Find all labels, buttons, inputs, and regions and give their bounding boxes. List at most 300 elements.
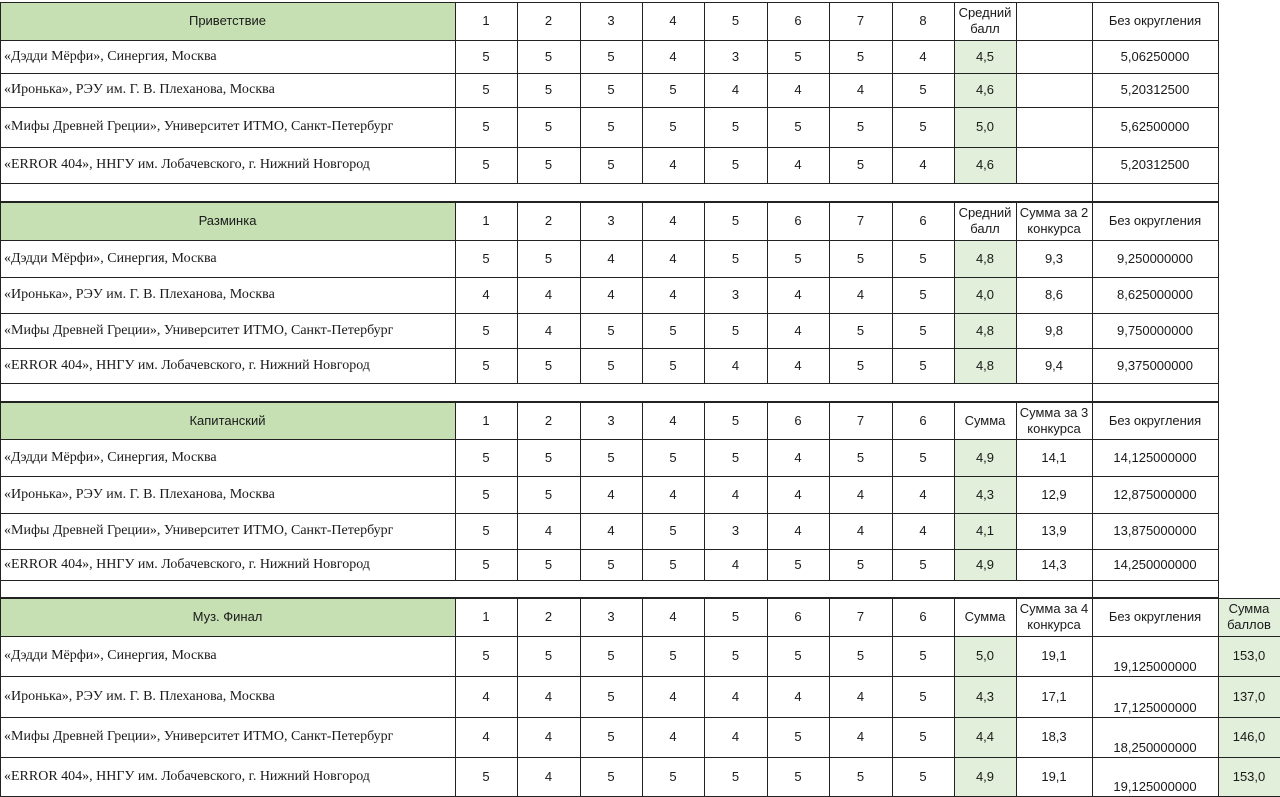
- judge-number-header[interactable]: 4: [669, 609, 677, 624]
- judge-score-cell[interactable]: 5: [607, 119, 615, 134]
- judge-score-cell[interactable]: 5: [544, 486, 553, 502]
- judge-score-cell[interactable]: 3: [731, 523, 740, 538]
- judge-score-cell[interactable]: 4: [482, 729, 490, 744]
- team-name-cell[interactable]: «Иронька», РЭУ им. Г. В. Плеханова, Москва: [4, 82, 275, 97]
- cumulative-sum-cell[interactable]: 8,6: [1044, 287, 1064, 302]
- judge-score-cell[interactable]: 5: [856, 449, 865, 465]
- judge-score-cell[interactable]: 5: [544, 48, 553, 64]
- judge-score-cell[interactable]: 5: [544, 449, 553, 465]
- judge-number-header[interactable]: 7: [856, 609, 865, 624]
- grid-line: [642, 202, 643, 383]
- total-score-header[interactable]: [1218, 2, 1280, 40]
- cumulative-sum-cell[interactable]: 9,8: [1044, 322, 1064, 338]
- raw-value-cell[interactable]: 8,625000000: [1117, 287, 1193, 302]
- judge-score-cell[interactable]: 5: [794, 119, 802, 134]
- judge-score-cell[interactable]: 5: [544, 157, 553, 172]
- judge-score-cell[interactable]: 5: [856, 157, 865, 172]
- raw-value-cell[interactable]: 9,375000000: [1117, 357, 1193, 373]
- average-cell[interactable]: 4,0: [954, 277, 1016, 313]
- raw-value-cell[interactable]: 5,20312500: [1120, 82, 1190, 97]
- judge-score-cell[interactable]: 4: [794, 523, 802, 538]
- raw-value-cell[interactable]: 9,250000000: [1117, 250, 1193, 266]
- team-name-cell[interactable]: «Мифы Древней Греции», Университет ИТМО, Санкт-Петербург: [4, 729, 394, 744]
- judge-score-cell[interactable]: 5: [856, 119, 865, 134]
- judge-score-cell[interactable]: 4: [607, 523, 615, 538]
- grid-line: [829, 402, 830, 580]
- total-score-header[interactable]: Сумма баллов: [1218, 598, 1280, 636]
- average-cell[interactable]: 4,5: [954, 40, 1016, 73]
- judge-number-header[interactable]: 4: [669, 13, 677, 28]
- section-title[interactable]: Приветствие: [0, 2, 455, 40]
- raw-value-header[interactable]: Без округления: [1108, 213, 1202, 228]
- average-cell[interactable]: 4,4: [954, 717, 1016, 757]
- cumulative-sum-cell[interactable]: 17,1: [1041, 688, 1067, 704]
- judge-score-cell[interactable]: 5: [482, 119, 490, 134]
- judge-score-cell[interactable]: 5: [669, 768, 677, 784]
- judge-score-cell[interactable]: 5: [919, 287, 927, 302]
- judge-score-cell[interactable]: 5: [919, 119, 927, 134]
- judge-score-cell[interactable]: 5: [482, 250, 490, 266]
- judge-score-cell[interactable]: 5: [856, 322, 865, 338]
- grid-line: [767, 402, 768, 580]
- grid-line: [0, 73, 1218, 74]
- judge-score-cell[interactable]: 4: [544, 768, 553, 784]
- judge-score-cell[interactable]: 4: [794, 486, 802, 502]
- judge-number-header[interactable]: 6: [919, 609, 927, 624]
- judge-score-cell[interactable]: 5: [544, 648, 553, 663]
- raw-value-cell[interactable]: 19,125000000: [1113, 659, 1197, 674]
- judge-score-cell[interactable]: 4: [544, 688, 553, 704]
- section-title[interactable]: Разминка: [0, 202, 455, 240]
- judge-score-cell[interactable]: 3: [731, 287, 740, 302]
- judge-number-header[interactable]: 5: [731, 412, 740, 428]
- judge-score-cell[interactable]: 5: [607, 688, 615, 704]
- judge-number-header[interactable]: 1: [482, 609, 490, 624]
- average-cell[interactable]: 4,6: [954, 73, 1016, 107]
- average-cell[interactable]: 4,6: [954, 147, 1016, 183]
- total-score-cell[interactable]: [1218, 348, 1280, 383]
- raw-value-cell[interactable]: 9,750000000: [1117, 322, 1193, 338]
- total-score-header[interactable]: [1218, 202, 1280, 240]
- grid-line: [0, 2, 1, 183]
- grid-line: [0, 313, 1218, 314]
- judge-score-cell[interactable]: 5: [482, 48, 490, 64]
- judge-score-cell[interactable]: 5: [731, 157, 740, 172]
- judge-score-cell[interactable]: 5: [607, 157, 615, 172]
- judge-score-cell[interactable]: 4: [794, 449, 802, 465]
- judge-score-cell[interactable]: 4: [794, 322, 802, 338]
- grid-line: [892, 202, 893, 383]
- team-name-cell[interactable]: «Иронька», РЭУ им. Г. В. Плеханова, Москва: [4, 688, 275, 704]
- grid-line: [455, 202, 456, 383]
- raw-value-cell[interactable]: 17,125000000: [1113, 700, 1197, 715]
- judge-score-cell[interactable]: 5: [482, 157, 490, 172]
- judge-score-cell[interactable]: 4: [856, 688, 865, 704]
- judge-number-header[interactable]: 8: [919, 13, 927, 28]
- judge-score-cell[interactable]: 5: [607, 648, 615, 663]
- judge-score-cell[interactable]: 4: [669, 688, 677, 704]
- judge-score-cell[interactable]: 4: [544, 287, 553, 302]
- total-score-cell[interactable]: 137,0: [1218, 676, 1280, 717]
- total-score-cell[interactable]: [1218, 73, 1280, 107]
- grid-line: [517, 598, 518, 796]
- judge-score-cell[interactable]: 5: [919, 768, 927, 784]
- judge-score-cell[interactable]: 5: [544, 250, 553, 266]
- total-score-cell[interactable]: [1218, 107, 1280, 147]
- judge-number-header[interactable]: 1: [482, 213, 490, 228]
- judge-score-cell[interactable]: 5: [607, 449, 615, 465]
- grid-line: [0, 597, 1218, 598]
- judge-score-cell[interactable]: 5: [669, 648, 677, 663]
- judge-number-header[interactable]: 1: [482, 13, 490, 28]
- judge-score-cell[interactable]: 5: [731, 322, 740, 338]
- grid-line: [1092, 202, 1093, 383]
- grid-line: [1218, 383, 1219, 402]
- judge-number-header[interactable]: 6: [919, 213, 927, 228]
- grid-line: [0, 676, 1280, 677]
- grid-line: [1092, 183, 1093, 202]
- average-cell[interactable]: 4,8: [954, 240, 1016, 277]
- team-name-cell[interactable]: «Дэдди Мёрфи», Синергия, Москва: [4, 250, 217, 266]
- judge-number-header[interactable]: 3: [607, 13, 615, 28]
- judge-score-cell[interactable]: 4: [731, 729, 740, 744]
- judge-score-cell[interactable]: 4: [482, 287, 490, 302]
- grid-line: [1092, 2, 1093, 183]
- raw-value-cell[interactable]: 12,875000000: [1113, 486, 1197, 502]
- raw-value-cell[interactable]: 14,250000000: [1113, 556, 1197, 572]
- cumulative-sum-cell[interactable]: 19,1: [1041, 768, 1067, 784]
- grid-line: [0, 636, 1280, 637]
- judge-score-cell[interactable]: 4: [856, 523, 865, 538]
- judge-number-header[interactable]: 6: [794, 412, 802, 428]
- judge-score-cell[interactable]: 4: [607, 287, 615, 302]
- judge-score-cell[interactable]: 5: [731, 768, 740, 784]
- grid-line: [1092, 402, 1093, 580]
- judge-score-cell[interactable]: 5: [919, 648, 927, 663]
- grid-line: [829, 598, 830, 796]
- grid-line: [0, 717, 1280, 718]
- judge-score-cell[interactable]: 4: [669, 250, 677, 266]
- team-name-cell[interactable]: «Иронька», РЭУ им. Г. В. Плеханова, Москва: [4, 486, 275, 502]
- judge-score-cell[interactable]: 5: [919, 449, 927, 465]
- grid-line: [767, 2, 768, 183]
- judge-number-header[interactable]: 3: [607, 213, 615, 228]
- total-score-cell[interactable]: [1218, 147, 1280, 183]
- cumulative-sum-header[interactable]: Сумма за 3 конкурса: [1019, 404, 1089, 436]
- judge-score-cell[interactable]: 5: [607, 48, 615, 64]
- judge-score-cell[interactable]: 5: [544, 357, 553, 373]
- total-score-cell[interactable]: [1218, 549, 1280, 580]
- average-header[interactable]: Сумма: [964, 609, 1006, 624]
- team-name-cell[interactable]: «ERROR 404», ННГУ им. Лобачевского, г. Нижний Новгород: [4, 157, 370, 172]
- cumulative-sum-header[interactable]: [1016, 2, 1092, 40]
- judge-score-cell[interactable]: 4: [607, 250, 615, 266]
- judge-number-header[interactable]: 5: [731, 13, 740, 28]
- judge-score-cell[interactable]: 4: [607, 486, 615, 502]
- cumulative-sum-cell[interactable]: 12,9: [1041, 486, 1067, 502]
- judge-score-cell[interactable]: 4: [856, 729, 865, 744]
- team-name-cell[interactable]: «Мифы Древней Греции», Университет ИТМО, Санкт-Петербург: [4, 523, 394, 538]
- total-score-header[interactable]: [1218, 402, 1280, 439]
- judge-score-cell[interactable]: 5: [669, 523, 677, 538]
- grid-line: [0, 107, 1218, 108]
- judge-score-cell[interactable]: 4: [544, 729, 553, 744]
- judge-score-cell[interactable]: 5: [919, 357, 927, 373]
- average-header[interactable]: Средний балл: [958, 205, 1012, 236]
- judge-number-header[interactable]: 5: [731, 213, 740, 228]
- judge-score-cell[interactable]: 4: [856, 486, 865, 502]
- judge-score-cell[interactable]: 4: [919, 157, 927, 172]
- judge-score-cell[interactable]: 5: [544, 119, 553, 134]
- team-name-cell[interactable]: «Иронька», РЭУ им. Г. В. Плеханова, Москва: [4, 287, 275, 302]
- cumulative-sum-cell[interactable]: 14,1: [1041, 449, 1067, 465]
- judge-score-cell[interactable]: 5: [607, 556, 615, 572]
- judge-score-cell[interactable]: 5: [731, 648, 740, 663]
- judge-number-header[interactable]: 6: [794, 13, 802, 28]
- grid-line: [455, 402, 456, 580]
- judge-score-cell[interactable]: 5: [482, 486, 490, 502]
- judge-score-cell[interactable]: 5: [607, 82, 615, 97]
- cumulative-sum-cell[interactable]: [1016, 147, 1092, 183]
- team-name-cell[interactable]: «Мифы Древней Греции», Университет ИТМО, Санкт-Петербург: [4, 322, 394, 338]
- judge-score-cell[interactable]: 5: [731, 250, 740, 266]
- judge-score-cell[interactable]: 5: [731, 449, 740, 465]
- judge-score-cell[interactable]: 5: [669, 449, 677, 465]
- total-score-cell[interactable]: [1218, 313, 1280, 348]
- team-name-cell[interactable]: «Дэдди Мёрфи», Синергия, Москва: [4, 449, 217, 465]
- judge-score-cell[interactable]: 5: [919, 250, 927, 266]
- total-score-cell[interactable]: 153,0: [1218, 757, 1280, 796]
- grid-line: [1092, 383, 1093, 402]
- judge-score-cell[interactable]: 4: [669, 729, 677, 744]
- raw-value-cell[interactable]: 18,250000000: [1113, 740, 1197, 755]
- judge-score-cell[interactable]: 5: [482, 82, 490, 97]
- cumulative-sum-cell[interactable]: [1016, 73, 1092, 107]
- judge-number-header[interactable]: 2: [544, 13, 553, 28]
- judge-score-cell[interactable]: 5: [669, 119, 677, 134]
- average-cell[interactable]: 4,3: [954, 676, 1016, 717]
- average-cell[interactable]: 4,1: [954, 513, 1016, 549]
- judge-score-cell[interactable]: 5: [919, 729, 927, 744]
- judge-score-cell[interactable]: 5: [794, 48, 802, 64]
- grid-line: [1218, 183, 1219, 202]
- judge-score-cell[interactable]: 4: [669, 157, 677, 172]
- judge-score-cell[interactable]: 4: [544, 523, 553, 538]
- judge-number-header[interactable]: 4: [669, 412, 677, 428]
- grid-line: [0, 183, 1, 202]
- average-cell[interactable]: 4,9: [954, 757, 1016, 796]
- judge-number-header[interactable]: 3: [607, 609, 615, 624]
- average-cell[interactable]: 4,3: [954, 476, 1016, 513]
- cumulative-sum-cell[interactable]: 19,1: [1041, 648, 1067, 663]
- grid-line: [0, 40, 1218, 41]
- judge-number-header[interactable]: 4: [669, 213, 677, 228]
- grid-line: [704, 202, 705, 383]
- raw-value-cell[interactable]: 5,62500000: [1120, 119, 1190, 134]
- judge-score-cell[interactable]: 5: [607, 357, 615, 373]
- grid-line: [0, 439, 1218, 440]
- judge-score-cell[interactable]: 4: [856, 82, 865, 97]
- cumulative-sum-cell[interactable]: 13,9: [1041, 523, 1067, 538]
- total-score-cell[interactable]: [1218, 277, 1280, 313]
- average-cell[interactable]: 4,9: [954, 439, 1016, 476]
- team-name-cell[interactable]: «ERROR 404», ННГУ им. Лобачевского, г. Нижний Новгород: [4, 357, 370, 373]
- judge-score-cell[interactable]: 4: [482, 688, 490, 704]
- judge-score-cell[interactable]: 4: [731, 556, 740, 572]
- judge-score-cell[interactable]: 5: [607, 322, 615, 338]
- grid-line: [642, 598, 643, 796]
- judge-score-cell[interactable]: 5: [482, 556, 490, 572]
- judge-score-cell[interactable]: 5: [544, 82, 553, 97]
- team-name-cell[interactable]: «ERROR 404», ННГУ им. Лобачевского, г. Нижний Новгород: [4, 556, 370, 572]
- cumulative-sum-header[interactable]: Сумма за 4 конкурса: [1019, 601, 1089, 632]
- section-title[interactable]: Капитанский: [0, 402, 455, 439]
- judge-score-cell[interactable]: 4: [731, 688, 740, 704]
- judge-score-cell[interactable]: 4: [731, 82, 740, 97]
- judge-score-cell[interactable]: 5: [544, 556, 553, 572]
- raw-value-header[interactable]: Без округления: [1108, 412, 1202, 428]
- judge-score-cell[interactable]: 5: [919, 688, 927, 704]
- grid-line: [829, 2, 830, 183]
- judge-score-cell[interactable]: 4: [794, 157, 802, 172]
- total-score-cell[interactable]: [1218, 439, 1280, 476]
- raw-value-cell[interactable]: 13,875000000: [1113, 523, 1197, 538]
- judge-score-cell[interactable]: 5: [856, 48, 865, 64]
- total-score-cell[interactable]: 153,0: [1218, 636, 1280, 676]
- judge-number-header[interactable]: 6: [794, 213, 802, 228]
- judge-score-cell[interactable]: 5: [607, 729, 615, 744]
- total-score-cell[interactable]: [1218, 240, 1280, 277]
- judge-number-header[interactable]: 2: [544, 609, 553, 624]
- judge-number-header[interactable]: 5: [731, 609, 740, 624]
- judge-score-cell[interactable]: 5: [482, 449, 490, 465]
- judge-score-cell[interactable]: 4: [919, 48, 927, 64]
- judge-score-cell[interactable]: 5: [794, 729, 802, 744]
- judge-score-cell[interactable]: 5: [856, 250, 865, 266]
- judge-number-header[interactable]: 7: [856, 213, 865, 228]
- grid-line: [954, 598, 955, 796]
- grid-line: [1016, 598, 1017, 796]
- team-name-cell[interactable]: «ERROR 404», ННГУ им. Лобачевского, г. Нижний Новгород: [4, 768, 370, 784]
- judge-score-cell[interactable]: 5: [482, 768, 490, 784]
- judge-score-cell[interactable]: 4: [794, 357, 802, 373]
- judge-score-cell[interactable]: 4: [794, 287, 802, 302]
- average-cell[interactable]: 5,0: [954, 636, 1016, 676]
- judge-score-cell[interactable]: 5: [856, 357, 865, 373]
- judge-score-cell[interactable]: 5: [794, 556, 802, 572]
- judge-score-cell[interactable]: 4: [856, 287, 865, 302]
- total-score-cell[interactable]: [1218, 40, 1280, 73]
- judge-score-cell[interactable]: 4: [794, 688, 802, 704]
- judge-score-cell[interactable]: 5: [669, 82, 677, 97]
- grid-line: [0, 402, 1, 580]
- judge-score-cell[interactable]: 5: [856, 648, 865, 663]
- judge-score-cell[interactable]: 5: [607, 768, 615, 784]
- team-name-cell[interactable]: «Дэдди Мёрфи», Синергия, Москва: [4, 48, 217, 64]
- judge-number-header[interactable]: 6: [794, 609, 802, 624]
- judge-score-cell[interactable]: 4: [669, 486, 677, 502]
- section-title[interactable]: Муз. Финал: [0, 598, 455, 636]
- cumulative-sum-cell[interactable]: [1016, 40, 1092, 73]
- judge-number-header[interactable]: 7: [856, 13, 865, 28]
- cumulative-sum-cell[interactable]: 9,3: [1044, 250, 1064, 266]
- total-score-cell[interactable]: 146,0: [1218, 717, 1280, 757]
- judge-number-header[interactable]: 2: [544, 213, 553, 228]
- grid-line: [0, 348, 1218, 349]
- judge-score-cell[interactable]: 5: [856, 556, 865, 572]
- grid-line: [892, 2, 893, 183]
- judge-score-cell[interactable]: 5: [669, 556, 677, 572]
- judge-score-cell[interactable]: 5: [919, 556, 927, 572]
- judge-score-cell[interactable]: 5: [731, 119, 740, 134]
- judge-number-header[interactable]: 2: [544, 412, 553, 428]
- judge-score-cell[interactable]: 4: [919, 486, 927, 502]
- average-header[interactable]: Сумма: [964, 412, 1006, 428]
- raw-value-cell[interactable]: 5,20312500: [1120, 157, 1190, 172]
- cumulative-sum-cell[interactable]: 18,3: [1041, 729, 1067, 744]
- judge-number-header[interactable]: 6: [919, 412, 927, 428]
- raw-value-header[interactable]: Без округления: [1108, 13, 1202, 28]
- judge-number-header[interactable]: 1: [482, 412, 490, 428]
- team-name-cell[interactable]: «Дэдди Мёрфи», Синергия, Москва: [4, 648, 217, 663]
- judge-score-cell[interactable]: 5: [482, 357, 490, 373]
- average-cell[interactable]: 5,0: [954, 107, 1016, 147]
- cumulative-sum-cell[interactable]: 14,3: [1041, 556, 1067, 572]
- average-cell[interactable]: 4,9: [954, 549, 1016, 580]
- judge-score-cell[interactable]: 4: [669, 287, 677, 302]
- grid-line: [0, 202, 1218, 203]
- average-cell[interactable]: 4,8: [954, 348, 1016, 383]
- judge-number-header[interactable]: 3: [607, 412, 615, 428]
- cumulative-sum-cell[interactable]: [1016, 107, 1092, 147]
- judge-score-cell[interactable]: 5: [669, 322, 677, 338]
- raw-value-header[interactable]: Без округления: [1108, 609, 1202, 624]
- raw-value-cell[interactable]: 5,06250000: [1120, 48, 1190, 64]
- cumulative-sum-cell[interactable]: 9,4: [1044, 357, 1064, 373]
- judge-score-cell[interactable]: 5: [482, 322, 490, 338]
- judge-score-cell[interactable]: 5: [794, 768, 802, 784]
- judge-score-cell[interactable]: 5: [856, 768, 865, 784]
- judge-score-cell[interactable]: 5: [482, 648, 490, 663]
- judge-score-cell[interactable]: 5: [919, 322, 927, 338]
- judge-score-cell[interactable]: 5: [669, 357, 677, 373]
- judge-score-cell[interactable]: 4: [731, 357, 740, 373]
- judge-score-cell[interactable]: 3: [731, 48, 740, 64]
- judge-score-cell[interactable]: 5: [794, 250, 802, 266]
- grid-line: [642, 2, 643, 183]
- judge-score-cell[interactable]: 4: [544, 322, 553, 338]
- average-cell[interactable]: 4,8: [954, 313, 1016, 348]
- team-name-cell[interactable]: «Мифы Древней Греции», Университет ИТМО, Санкт-Петербург: [4, 119, 394, 134]
- grid-line: [0, 580, 1, 598]
- total-score-cell[interactable]: [1218, 476, 1280, 513]
- judge-score-cell[interactable]: 4: [919, 523, 927, 538]
- grid-line: [954, 202, 955, 383]
- judge-score-cell[interactable]: 4: [731, 486, 740, 502]
- total-score-cell[interactable]: [1218, 513, 1280, 549]
- average-header[interactable]: Средний балл: [958, 5, 1012, 36]
- judge-score-cell[interactable]: 5: [482, 523, 490, 538]
- judge-number-header[interactable]: 7: [856, 412, 865, 428]
- judge-score-cell[interactable]: 4: [669, 48, 677, 64]
- raw-value-cell[interactable]: 19,125000000: [1113, 779, 1197, 794]
- judge-score-cell[interactable]: 4: [794, 82, 802, 97]
- judge-score-cell[interactable]: 5: [794, 648, 802, 663]
- raw-value-cell[interactable]: 14,125000000: [1113, 449, 1197, 465]
- judge-score-cell[interactable]: 5: [919, 82, 927, 97]
- cumulative-sum-header[interactable]: Сумма за 2 конкурса: [1019, 205, 1089, 236]
- grid-line: [767, 598, 768, 796]
